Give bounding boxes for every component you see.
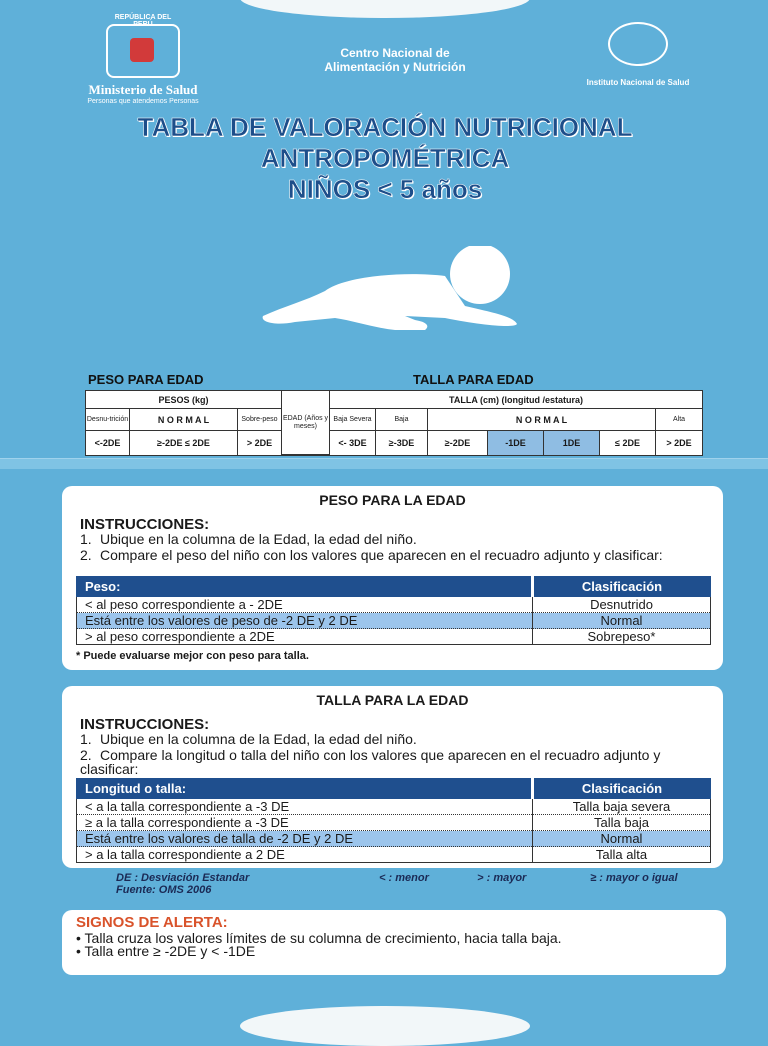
clasificacion-col-header: Clasificación xyxy=(533,577,711,597)
peso-step-1-text: Ubique en la columna de la Edad, la edad del niño. xyxy=(100,531,417,547)
talla-range-5: 1DE xyxy=(544,431,600,455)
peso-range-2: ≥-2DE ≤ 2DE xyxy=(130,431,238,455)
condition-cell: Está entre los valores de peso de -2 DE y 2 DE xyxy=(77,613,533,629)
talla-label: TALLA (cm) (longitud /estatura) xyxy=(330,391,702,409)
institute-seal-icon xyxy=(608,22,668,66)
peru-seal-icon xyxy=(106,14,180,78)
peso-step-2-text: Compare el peso del niño con los valores que aparecen en el recuadro adjunto y clasificar: xyxy=(100,547,663,563)
condition-cell: < al peso correspondiente a - 2DE xyxy=(77,597,533,613)
legend-menor: < : menor xyxy=(379,872,429,884)
table-header-row xyxy=(77,577,711,597)
alert-item: • Talla entre ≥ -2DE y < -1DE xyxy=(76,945,716,958)
peso-step-2 xyxy=(80,548,710,562)
normal-peso-label: N O R M A L xyxy=(130,409,238,431)
center-name-line2: Alimentación y Nutrición xyxy=(324,60,466,74)
legend-fuente: Fuente: OMS 2006 xyxy=(116,884,212,896)
talla-step-2 xyxy=(80,748,710,776)
peso-col-header: Peso: xyxy=(77,577,533,597)
legend xyxy=(116,872,678,896)
talla-instructions-label: INSTRUCCIONES: xyxy=(80,716,210,733)
class-cell: Talla baja xyxy=(533,815,711,831)
title-line3: NIÑOS < 5 años xyxy=(287,174,483,204)
peso-classification-table xyxy=(76,576,711,645)
crawling-baby-icon xyxy=(255,246,535,336)
table-row xyxy=(77,847,711,863)
sobrepeso-label: Sobre-peso xyxy=(238,409,282,431)
peso-card-title: PESO PARA LA EDAD xyxy=(319,492,466,508)
peso-instructions-list xyxy=(80,532,710,564)
title-line2: ANTROPOMÉTRICA xyxy=(260,143,510,173)
talla-para-edad-heading: TALLA PARA EDAD xyxy=(413,372,534,387)
talla-classification-table xyxy=(76,778,711,863)
talla-step-2-text: Compare la longitud o talla del niño con los valores que aparecen en el recuadro adjunto y clasificar: xyxy=(80,747,661,777)
pesos-label: PESOS (kg) xyxy=(86,391,282,409)
peso-note: * Puede evaluarse mejor con peso para talla. xyxy=(76,650,309,662)
condition-cell: > a la talla correspondiente a 2 DE xyxy=(77,847,533,863)
class-cell: Normal xyxy=(533,831,711,847)
talla-range-2: ≥-3DE xyxy=(376,431,428,455)
table-row xyxy=(77,597,711,613)
desnutricion-label: Desnu-trición xyxy=(86,409,130,431)
class-cell: Talla alta xyxy=(533,847,711,863)
alta-label: Alta xyxy=(656,409,702,431)
condition-cell: < a la talla correspondiente a -3 DE xyxy=(77,799,533,815)
class-cell: Desnutrido xyxy=(533,597,711,613)
class-cell: Talla baja severa xyxy=(533,799,711,815)
fold-line xyxy=(0,458,768,469)
condition-cell: > al peso correspondiente a 2DE xyxy=(77,629,533,645)
center-name-line1: Centro Nacional de xyxy=(340,46,450,60)
condition-cell: ≥ a la talla correspondiente a -3 DE xyxy=(77,815,533,831)
peso-step-1-num: 1. xyxy=(80,531,92,547)
ministry-motto: Personas que atendemos Personas xyxy=(87,98,199,105)
legend-mayor-igual: ≥ : mayor o igual xyxy=(590,872,678,884)
peso-para-edad-heading: PESO PARA EDAD xyxy=(88,372,204,387)
baja-severa-label: Baja Severa xyxy=(330,409,376,431)
normal-talla-label: N O R M A L xyxy=(428,409,656,431)
class-cell: Sobrepeso* xyxy=(533,629,711,645)
talla-step-2-num: 2. xyxy=(80,747,92,763)
peso-range-3: > 2DE xyxy=(238,431,282,455)
peso-step-1 xyxy=(80,532,710,546)
class-cell: Normal xyxy=(533,613,711,629)
talla-instructions-list xyxy=(80,732,710,778)
talla-step-1 xyxy=(80,732,710,746)
table-header-row xyxy=(77,779,711,799)
peso-para-la-edad-card xyxy=(62,486,723,670)
page-title xyxy=(60,112,710,205)
peso-range-1: <-2DE xyxy=(86,431,130,455)
peso-step-2-num: 2. xyxy=(80,547,92,563)
legend-de: DE : Desviación Estandar xyxy=(116,872,250,884)
condition-cell: Está entre los valores de talla de -2 DE y 2 DE xyxy=(77,831,533,847)
top-tab-cutout xyxy=(240,0,530,18)
talla-range-4: -1DE xyxy=(488,431,544,455)
table-row xyxy=(77,799,711,815)
table-row xyxy=(77,629,711,645)
edad-label: EDAD (Años y meses) xyxy=(282,391,330,455)
ministry-logo xyxy=(58,14,228,105)
table-row xyxy=(77,815,711,831)
alert-title: SIGNOS DE ALERTA: xyxy=(76,914,228,931)
clasificacion-col-header: Clasificación xyxy=(533,779,711,799)
talla-step-1-num: 1. xyxy=(80,731,92,747)
talla-col-header: Longitud o talla: xyxy=(77,779,533,799)
bottom-tab-cutout xyxy=(240,1006,530,1046)
talla-para-la-edad-card xyxy=(62,686,723,868)
growth-reference-strip xyxy=(85,390,703,456)
title-line1: TABLA DE VALORACIÓN NUTRICIONAL xyxy=(137,112,633,142)
alert-list xyxy=(76,932,716,958)
baja-label: Baja xyxy=(376,409,428,431)
signos-de-alerta-box xyxy=(62,910,726,975)
ministry-arc-text: REPÚBLICA DEL PERÚ xyxy=(114,14,172,28)
talla-range-6: ≤ 2DE xyxy=(600,431,656,455)
table-row xyxy=(77,613,711,629)
institute-logo xyxy=(548,22,728,87)
talla-range-3: ≥-2DE xyxy=(428,431,488,455)
ministry-name: Ministerio de Salud xyxy=(88,82,198,97)
peso-instructions-label: INSTRUCCIONES: xyxy=(80,516,210,533)
table-row xyxy=(77,831,711,847)
legend-line1 xyxy=(116,872,678,884)
talla-step-1-text: Ubique en la columna de la Edad, la edad del niño. xyxy=(100,731,417,747)
center-name xyxy=(260,46,530,74)
institute-name: Instituto Nacional de Salud xyxy=(586,78,690,87)
talla-card-title: TALLA PARA LA EDAD xyxy=(316,692,469,708)
legend-mayor: > : mayor xyxy=(477,872,527,884)
alert-item: • Talla cruza los valores límites de su columna de crecimiento, hacia talla baja. xyxy=(76,932,716,945)
talla-range-1: <- 3DE xyxy=(330,431,376,455)
talla-range-7: > 2DE xyxy=(666,438,692,448)
